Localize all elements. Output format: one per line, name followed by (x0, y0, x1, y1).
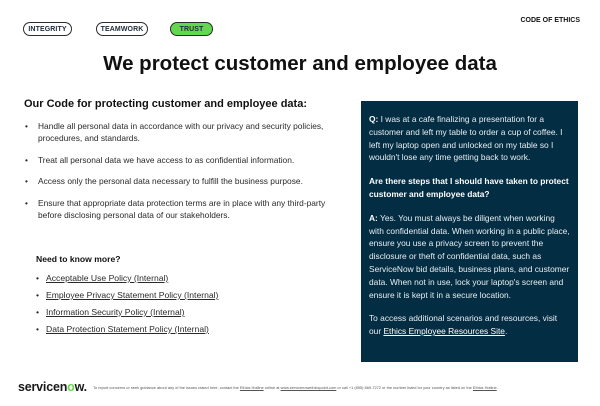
question-paragraph (369, 113, 570, 164)
bullet-icon: • (25, 121, 28, 131)
logo-text-end: w (74, 380, 84, 394)
bullet-icon: • (36, 290, 40, 300)
ethics-hotline-link-2[interactable]: Ethics Hotline (472, 385, 497, 390)
section-label: CODE OF ETHICS (520, 17, 580, 24)
ethics-hotline-link[interactable]: Ethics Hotline (239, 385, 264, 390)
bullet-icon: • (25, 154, 28, 165)
scenario-panel (361, 101, 578, 362)
information-security-policy-link[interactable]: Information Security Policy (Internal) (46, 307, 185, 317)
policy-link-item (36, 270, 218, 287)
code-bullet (24, 120, 344, 145)
answer-paragraph (369, 212, 570, 302)
bullet-text: Treat all personal data we have access to as confidential information. (38, 154, 295, 165)
ethicspoint-url-link[interactable]: www.servicenowethicspoint.com (280, 385, 337, 390)
code-section (24, 98, 344, 230)
question-text: I was at a cafe finalizing a presentation for a customer and left my table to order a cup of coffee. I left my laptop open and unlocked on my table so I wouldn't lose any time getting back to work. (369, 114, 563, 163)
fine-text: or call +1 (855) 869-7272 or the number listed for your country as listed on the (336, 385, 473, 390)
answer-text: Yes. You must always be diligent when working with confidential data. When working in a public place, ensure you use a privacy screen to prevent the disclosure or theft of confidential data, such as ServiceNow bid details, business plans, and customer data. When not in use, lock your laptop's screen and ensure it is kept it in a secure location. (369, 212, 570, 300)
bullet-icon: • (25, 176, 28, 187)
bullet-icon: • (36, 307, 40, 317)
value-pill-teamwork[interactable]: TEAMWORK (96, 22, 148, 36)
data-protection-policy-link[interactable]: Data Protection Statement Policy (Internal) (46, 324, 209, 334)
acceptable-use-policy-link[interactable]: Acceptable Use Policy (Internal) (46, 273, 169, 283)
more-heading: Need to know more? (36, 254, 121, 264)
code-bullet (24, 175, 344, 187)
logo-dot: . (83, 380, 87, 394)
bullet-text: Access only the personal data necessary to fulfill the business purpose. (38, 176, 303, 187)
footer-fine-print (93, 385, 498, 390)
value-pill-integrity[interactable]: INTEGRITY (23, 22, 72, 36)
logo-text: servicen (18, 380, 68, 394)
fine-text: . (496, 385, 498, 390)
bullet-text: Ensure that appropriate data protection terms are in place with any third-party before disclosing personal data of our stakeholders. (38, 197, 326, 221)
resources-paragraph (369, 312, 570, 338)
code-heading: Our Code for protecting customer and employee data: (24, 98, 307, 110)
policy-link-item (36, 304, 218, 321)
policy-link-item (36, 321, 218, 338)
ethics-resources-link[interactable]: Ethics Employee Resources Site (383, 326, 505, 337)
page-title: We protect customer and employee data (103, 52, 497, 75)
fine-text: online at (263, 385, 281, 390)
employee-privacy-policy-link[interactable]: Employee Privacy Statement Policy (Internal) (46, 290, 219, 300)
code-bullet (24, 154, 344, 166)
prompt-paragraph (369, 175, 570, 201)
a-label: A: (369, 212, 378, 223)
prompt-text: Are there steps that I should have taken to protect customer and employee data? (369, 176, 569, 199)
policy-link-item (36, 287, 218, 304)
resources-suffix: . (504, 326, 508, 337)
q-label: Q: (369, 114, 379, 124)
code-bullet (24, 197, 344, 222)
logo-o: o (67, 380, 75, 394)
more-section (36, 254, 218, 338)
footer (18, 378, 588, 398)
fine-text: To report concerns or seek guidance about any of the issues raised here, contact the (93, 385, 240, 390)
bullet-icon: • (25, 197, 28, 208)
resources-prefix: To access additional scenarios and resources, visit our (369, 313, 558, 337)
bullet-text: Handle all personal data in accordance with our privacy and security policies, procedures, and standards. (38, 121, 324, 144)
value-pill-trust[interactable]: TRUST (170, 22, 213, 36)
servicenow-logo (18, 380, 87, 394)
bullet-icon: • (36, 273, 40, 283)
bullet-icon: • (36, 324, 40, 334)
